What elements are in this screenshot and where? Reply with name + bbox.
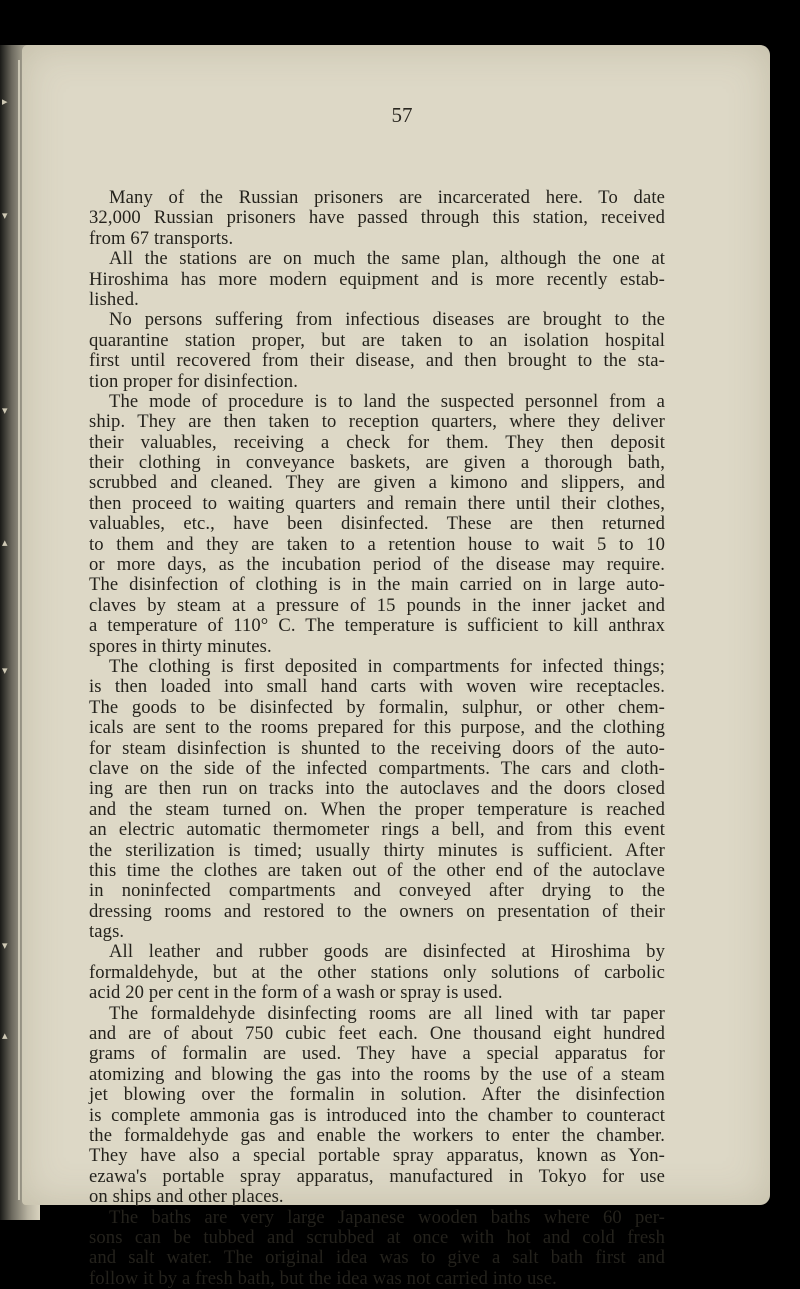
text-line: Hiroshima has more modern equipment and is more recently estab- xyxy=(89,268,665,290)
text-line: grams of formalin are used. They have a special apparatus for xyxy=(89,1043,665,1065)
text-line: ing are then run on tracks into the autoclaves and the doors closed xyxy=(89,778,665,800)
paragraph xyxy=(89,1004,665,1208)
text-line: The goods to be disinfected by formalin, sulphur, or other chem- xyxy=(89,696,665,718)
text-line: this time the clothes are taken out of the other end of the autoclave xyxy=(89,859,665,881)
paragraph xyxy=(89,392,665,657)
text-line: and salt water. The original idea was to give a salt bath first and xyxy=(89,1247,665,1269)
text-line: for steam disinfection is shunted to the receiving doors of the auto- xyxy=(89,737,665,759)
text-line: in noninfected compartments and conveyed after drying to the xyxy=(89,880,665,902)
text-line: ship. They are then taken to reception quarters, where they deliver xyxy=(89,411,665,433)
text-line: the formaldehyde gas and enable the workers to enter the chamber. xyxy=(89,1124,665,1146)
text-line: The formaldehyde disinfecting rooms are all lined with tar paper xyxy=(109,1002,665,1024)
text-line: 32,000 Russian prisoners have passed through this station, received xyxy=(89,207,665,229)
paragraph xyxy=(89,249,665,310)
text-line: They have also a special portable spray apparatus, known as Yon- xyxy=(89,1145,665,1167)
text-line: The baths are very large Japanese wooden baths where 60 per- xyxy=(109,1206,665,1228)
edge-mark-icon: ▾ xyxy=(2,209,8,222)
paragraph xyxy=(89,942,665,1003)
text-line: to them and they are taken to a retention house to wait 5 to 10 xyxy=(89,533,665,555)
text-line: All the stations are on much the same plan, although the one at xyxy=(109,248,665,270)
text-line: sons can be tubbed and scrubbed at once with hot and cold fresh xyxy=(89,1226,665,1248)
text-line: the sterilization is timed; usually thirty minutes is sufficient. After xyxy=(89,839,665,861)
paragraph xyxy=(89,310,665,392)
text-line: formaldehyde, but at the other stations only solutions of carbolic xyxy=(89,961,665,983)
edge-mark-icon: ▾ xyxy=(2,404,8,417)
edge-mark-icon: ▾ xyxy=(2,939,8,952)
text-line: valuables, etc., have been disinfected. These are then returned xyxy=(89,513,665,535)
edge-mark-icon: ▴ xyxy=(2,1029,8,1042)
text-line: or more days, as the incubation period of the disease may require. xyxy=(89,554,665,576)
text-line: from 67 transports. xyxy=(89,227,234,249)
text-line: icals are sent to the rooms prepared for this purpose, and the clothing xyxy=(89,717,665,739)
text-line: The mode of procedure is to land the suspected personnel from a xyxy=(109,390,665,412)
page-number: 57 xyxy=(391,103,413,127)
text-line: atomizing and blowing the gas into the rooms by the use of a steam xyxy=(89,1063,665,1085)
text-line: Many of the Russian prisoners are incarcerated here. To date xyxy=(109,187,665,208)
text-line: an electric automatic thermometer rings a bell, and from this event xyxy=(89,819,665,841)
text-line: and are of about 750 cubic feet each. One thousand eight hundred xyxy=(89,1023,665,1045)
text-line: follow it by a fresh bath, but the idea was not carried into use. xyxy=(89,1267,557,1289)
text-line: their valuables, receiving a check for them. They then deposit xyxy=(89,431,665,453)
text-line: lished. xyxy=(89,288,139,310)
text-line: The clothing is first deposited in compartments for infected things; xyxy=(109,655,665,677)
text-line: acid 20 per cent in the form of a wash or spray is used. xyxy=(89,982,503,1004)
body-text xyxy=(89,188,665,1289)
text-line: clave on the side of the infected compartments. The cars and cloth- xyxy=(89,757,665,779)
text-line: a temperature of 110° C. The temperature is sufficient to kill anthrax xyxy=(89,615,665,637)
text-line: quarantine station proper, but are taken to an isolation hospital xyxy=(89,329,665,351)
text-line: tion proper for disinfection. xyxy=(89,370,298,392)
paragraph xyxy=(89,657,665,942)
text-line: claves by steam at a pressure of 15 pounds in the inner jacket and xyxy=(89,594,665,616)
text-line: dressing rooms and restored to the owners on presentation of their xyxy=(89,900,665,922)
text-line: then proceed to waiting quarters and remain there until their clothes, xyxy=(89,492,665,514)
edge-mark-icon: ▴ xyxy=(2,536,8,549)
text-line: All leather and rubber goods are disinfected at Hiroshima by xyxy=(109,941,665,963)
text-line: is complete ammonia gas is introduced into the chamber to counteract xyxy=(89,1104,665,1126)
text-line: their clothing in conveyance baskets, are given a thorough bath, xyxy=(89,452,665,474)
text-line: jet blowing over the formalin in solution. After the disinfection xyxy=(89,1084,665,1106)
book-page xyxy=(22,45,770,1289)
text-line: tags. xyxy=(89,921,125,943)
text-line: No persons suffering from infectious diseases are brought to the xyxy=(109,309,665,331)
text-line: on ships and other places. xyxy=(89,1186,284,1208)
paragraph xyxy=(89,188,665,249)
text-line: and the steam turned on. When the proper temperature is reached xyxy=(89,798,665,820)
binding-crease xyxy=(18,60,20,1200)
text-line: spores in thirty minutes. xyxy=(89,635,272,657)
edge-mark-icon: ▸ xyxy=(2,95,8,108)
paragraph xyxy=(89,1208,665,1289)
text-line: ezawa's portable spray apparatus, manufactured in Tokyo for use xyxy=(89,1165,665,1187)
text-line: The disinfection of clothing is in the main carried on in large auto- xyxy=(89,574,665,596)
text-line: is then loaded into small hand carts with woven wire receptacles. xyxy=(89,676,665,698)
text-line: scrubbed and cleaned. They are given a kimono and slippers, and xyxy=(89,472,665,494)
edge-mark-icon: ▾ xyxy=(2,664,8,677)
text-line: first until recovered from their disease, and then brought to the sta- xyxy=(89,350,665,372)
